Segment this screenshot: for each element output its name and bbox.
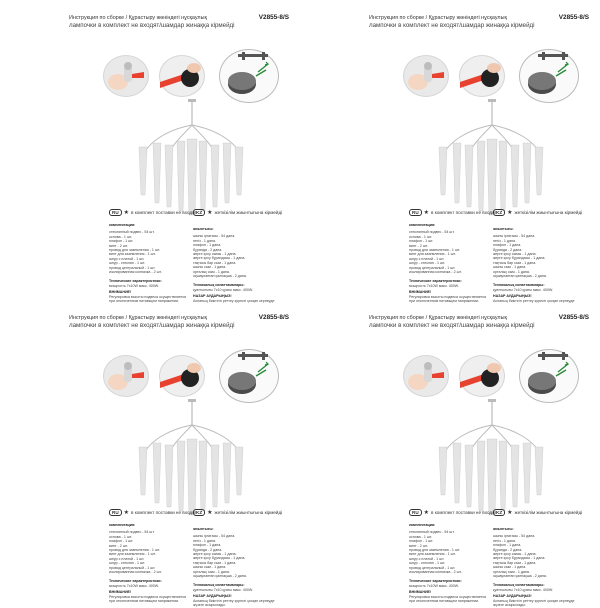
ru-kit-item: провод для заземления - 1 шт. (409, 248, 461, 253)
step-2-illustration (460, 56, 504, 96)
kz-specs-column (493, 225, 583, 308)
ru-warning-heading: ВНИМАНИЕ! (109, 590, 132, 595)
ru-kit-item: винт - 2 шт. (109, 543, 128, 548)
kz-language-badge: KZ (493, 509, 505, 516)
star-icon: ★ (507, 210, 513, 216)
model-number: V2855-8/S (258, 14, 289, 21)
ru-kit-item: провод центральный - 1 шт. (409, 265, 456, 270)
chandelier-photo (121, 99, 261, 219)
ru-bulbs-note (409, 209, 497, 216)
kz-warning-heading: НАЗАР АУДАРЫҢЫЗ! (193, 294, 232, 299)
sheet-header (69, 15, 289, 29)
step-photo-ceiling-hook (103, 355, 149, 397)
kz-bulbs-note (193, 509, 282, 516)
ru-kit-item: шнур - стеклян - 1 шт. (109, 261, 146, 266)
ru-kit-item: плафон - 1 шт. (409, 539, 434, 544)
instruction-sheet-1 (3, 3, 297, 304)
ru-bulbs-note (109, 509, 197, 516)
kz-bulbs-note (193, 209, 282, 216)
step-photo-drill (459, 355, 505, 397)
ru-kit-item: винт - 2 шт. (409, 243, 428, 248)
kz-specs-column (493, 525, 583, 608)
ru-specs-heading: Технические характеристики: (109, 579, 162, 584)
step-2-illustration (160, 356, 204, 396)
kz-kit-item: бұранда - 2 дана. (493, 247, 523, 252)
kz-kit-item: шыны іргатасы - 54 дана. (493, 234, 536, 239)
ru-note-text: в комплект поставки не входят (431, 210, 497, 215)
kz-language-badge: KZ (193, 209, 205, 216)
kz-language-badge: KZ (493, 209, 505, 216)
step-1-illustration (404, 56, 448, 96)
ru-warning-text: Регулировка высоты подвеса осуществляется при отключенном питающем напряжении. (409, 594, 487, 604)
ru-warning-heading: ВНИМАНИЕ! (409, 590, 432, 595)
chandelier-photo (421, 399, 561, 519)
kz-kit-item: тақтасы бар сым - 1 дана. (193, 560, 237, 565)
ru-kit-item: стеклянный подвес - 54 шт. (109, 230, 155, 235)
kz-kit-item: шыны іргатасы - 54 дана. (193, 534, 236, 539)
kz-kit-item: тақтасы бар сым - 1 дана. (193, 260, 237, 265)
kz-warning-text: Аспаның биіктігін реттеу қоректі қосқан кернеуде жүзеге асырылады. (493, 598, 575, 608)
ru-kit-item: основа - 1 шт. (109, 234, 132, 239)
step-diagram-mounting-plate (219, 49, 279, 103)
kz-kit-heading: жиынтығы: (493, 227, 514, 231)
kz-kit-item: жерге қосу сымы - 1 дана. (493, 252, 537, 257)
model-number: V2855-8/S (558, 314, 589, 321)
kz-kit-list (193, 534, 283, 578)
ru-warning-heading: ВНИМАНИЕ! (409, 290, 432, 295)
chandelier-photo (421, 99, 561, 219)
kz-kit-item: тақтасы бар сым - 1 дана. (493, 260, 537, 265)
kz-note-text: жеткізілім жиынтығына кірмейді (214, 210, 283, 215)
ru-kit-item: провод для заземления - 1 шт. (109, 248, 161, 253)
bulbs-note: лампочки в комплект не входят/шамдар жинаққа кірмейді (69, 21, 235, 29)
kz-kit-item: негіз - 1 дана. (193, 538, 217, 543)
ru-specs-text: мощность 7x10W макс. 400W. (109, 283, 159, 288)
kz-warning-text: Аспаның биіктігін реттеу қоректі қосқан кернеуде жүзеге асырылады. (193, 598, 275, 608)
step-1-illustration (104, 356, 148, 396)
ru-bulbs-note (109, 209, 197, 216)
star-icon: ★ (423, 210, 430, 216)
kz-specs-text: қуаттылығы 7x10 қуаты макс. 400W. (493, 587, 554, 592)
kz-kit-item: жерге қосу сымы - 1 дана. (493, 552, 537, 557)
model-number: V2855-8/S (558, 14, 589, 21)
kz-kit-list (493, 234, 583, 278)
kz-note-text: жеткізілім жиынтығына кірмейді (514, 210, 583, 215)
ru-kit-item: винт для заземления - 1 шт. (409, 552, 456, 557)
kz-kit-item: жерге қосу бұрандасы - 1 дана. (493, 556, 546, 561)
kz-kit-item: шыны сым - 1 дана. (493, 565, 527, 570)
kz-kit-item: негіз - 1 дана. (493, 538, 517, 543)
kz-kit-item: тақтасы бар сым - 1 дана. (493, 560, 537, 565)
ru-kit-item: шнур - стеклян - 1 шт. (409, 561, 446, 566)
instruction-sheet-4 (303, 303, 597, 608)
kz-note-text: жеткізілім жиынтығына кірмейді (214, 510, 283, 515)
step-diagram-mounting-plate (519, 349, 579, 403)
kz-kit-item: плафон - 1 дана. (493, 243, 522, 248)
ru-warning-text: Регулировка высоты подвеса осуществляется при отключенном питающем напряжении. (109, 294, 187, 304)
ru-kit-item: изолированная колпачка - 2 шт. (109, 270, 162, 275)
step-photo-drill (159, 355, 205, 397)
kz-kit-list (193, 234, 283, 278)
model-number: V2855-8/S (258, 314, 289, 321)
ru-specs-text: мощность 7x10W макс. 400W. (109, 583, 159, 588)
ru-note-text: в комплект поставки не входят (131, 510, 197, 515)
kz-bulbs-note (493, 509, 582, 516)
ru-specs-heading: Технические характеристики: (409, 579, 462, 584)
ru-kit-item: плафон - 1 шт. (109, 539, 134, 544)
ru-kit-item: винт для заземления - 1 шт. (109, 552, 156, 557)
kz-kit-heading: жиынтығы: (493, 527, 514, 531)
kz-kit-item: оқшауланған қалпақша - 2 дана. (493, 274, 547, 279)
kz-bulbs-note (493, 209, 582, 216)
ru-kit-item: винт для заземления - 1 шт. (109, 252, 156, 257)
star-icon: ★ (123, 210, 130, 216)
ru-specs-column (109, 521, 193, 604)
kz-kit-item: оқшауланған қалпақша - 2 дана. (493, 574, 547, 579)
ru-kit-item: шнур с платой - 1 шт. (409, 556, 445, 561)
header-title: Инструкция по сборке / Құрастыру жөніндегі нұсқаулық (369, 15, 507, 21)
kz-specs-column (193, 225, 283, 308)
ru-kit-item: провод центральный - 1 шт. (409, 565, 456, 570)
kz-kit-item: плафон - 1 дана. (193, 243, 222, 248)
ru-kit-item: винт для заземления - 1 шт. (409, 252, 456, 257)
kz-kit-item: шыны сым - 1 дана. (193, 565, 227, 570)
sheet-header (369, 15, 589, 29)
kz-warning-text: Аспаның биіктігін реттеу қоректі қосқан кернеуде (493, 298, 575, 303)
star-icon: ★ (507, 510, 513, 516)
ru-specs-text: мощность 7x10W макс. 400W. (409, 583, 459, 588)
sheet-header (69, 315, 289, 329)
ru-kit-item: стеклянный подвес - 54 шт. (409, 230, 455, 235)
step-1-illustration (404, 356, 448, 396)
ru-specs-column (409, 521, 493, 604)
step-photo-drill (159, 55, 205, 97)
kz-warning-text: Аспаның биіктігін реттеу қоректі қосқан кернеуде (193, 298, 275, 303)
ru-warning-text: Регулировка высоты подвеса осуществляется при отключенном питающем напряжении. (409, 294, 487, 304)
kz-warning-heading: НАЗАР АУДАРЫҢЫЗ! (493, 294, 532, 299)
star-icon: ★ (423, 510, 430, 516)
bulbs-note: лампочки в комплект не входят/шамдар жинаққа кірмейді (69, 321, 235, 329)
ru-specs-text: мощность 7x10W макс. 400W. (409, 283, 459, 288)
kz-kit-item: плафон - 1 дана. (493, 543, 522, 548)
step-2-illustration (160, 56, 204, 96)
kz-kit-list (493, 534, 583, 578)
ru-note-text: в комплект поставки не входят (431, 510, 497, 515)
kz-kit-item: шыны сым - 1 дана. (193, 265, 227, 270)
kz-kit-item: жерге қосу сымы - 1 дана. (193, 552, 237, 557)
ru-kit-heading: комплектация: (109, 223, 136, 227)
kz-kit-item: орталық сым - 1 дана. (493, 569, 530, 574)
ru-kit-item: провод для заземления - 1 шт. (409, 548, 461, 553)
ru-kit-item: шнур с платой - 1 шт. (109, 556, 145, 561)
ru-kit-item: изолированная колпачка - 2 шт. (409, 270, 462, 275)
kz-kit-item: плафон - 1 дана. (193, 543, 222, 548)
ru-kit-item: провод центральный - 1 шт. (109, 265, 156, 270)
chandelier-photo (121, 399, 261, 519)
ru-kit-item: шнур с платой - 1 шт. (409, 256, 445, 261)
ru-kit-list (109, 530, 193, 574)
step-3-illustration (520, 350, 578, 402)
ru-kit-list (109, 230, 193, 274)
sheet-header (369, 315, 589, 329)
star-icon: ★ (207, 510, 213, 516)
kz-kit-item: оқшауланған қалпақша - 2 дана. (193, 574, 247, 579)
kz-kit-heading: жиынтығы: (193, 527, 214, 531)
ru-kit-item: шнур с платой - 1 шт. (109, 256, 145, 261)
kz-kit-item: орталық сым - 1 дана. (193, 269, 230, 274)
step-diagram-mounting-plate (219, 349, 279, 403)
ru-language-badge: RU (109, 509, 122, 516)
ru-kit-item: основа - 1 шт. (409, 234, 432, 239)
ru-kit-item: провод центральный - 1 шт. (109, 565, 156, 570)
step-photo-ceiling-hook (403, 355, 449, 397)
kz-kit-heading: жиынтығы: (193, 227, 214, 231)
ru-specs-column (409, 221, 493, 304)
star-icon: ★ (207, 210, 213, 216)
ru-kit-item: шнур - стеклян - 1 шт. (109, 561, 146, 566)
ru-warning-text: Регулировка высоты подвеса осуществляется при отключенном питающем напряжении. (109, 594, 187, 604)
kz-specs-heading: Техникалық сипаттамалары: (493, 583, 545, 588)
kz-kit-item: жерге қосу бұрандасы - 1 дана. (193, 256, 246, 261)
kz-specs-text: қуаттылығы 7x10 қуаты макс. 400W. (193, 287, 254, 292)
step-3-illustration (220, 50, 278, 102)
ru-specs-column (109, 221, 193, 304)
ru-warning-heading: ВНИМАНИЕ! (109, 290, 132, 295)
kz-kit-item: жерге қосу сымы - 1 дана. (193, 252, 237, 257)
ru-language-badge: RU (409, 209, 422, 216)
kz-kit-item: жерге қосу бұрандасы - 1 дана. (193, 556, 246, 561)
ru-kit-item: основа - 1 шт. (109, 534, 132, 539)
ru-kit-item: основа - 1 шт. (409, 534, 432, 539)
kz-language-badge: KZ (193, 509, 205, 516)
ru-kit-item: плафон - 1 шт. (409, 239, 434, 244)
kz-kit-item: бұранда - 2 дана. (193, 547, 223, 552)
ru-kit-item: стеклянный подвес - 54 шт. (409, 530, 455, 535)
ru-kit-item: изолированная колпачка - 2 шт. (409, 570, 462, 575)
kz-kit-item: шыны сым - 1 дана. (493, 265, 527, 270)
ru-note-text: в комплект поставки не входят (131, 210, 197, 215)
kz-kit-item: оқшауланған қалпақша - 2 дана. (193, 274, 247, 279)
ru-kit-heading: комплектация: (409, 523, 436, 527)
ru-specs-heading: Технические характеристики: (109, 279, 162, 284)
bulbs-note: лампочки в комплект не входят/шамдар жинаққа кірмейді (369, 321, 535, 329)
kz-specs-column (193, 525, 283, 608)
kz-kit-item: орталық сым - 1 дана. (193, 569, 230, 574)
kz-kit-item: шыны іргатасы - 54 дана. (493, 534, 536, 539)
step-photo-ceiling-hook (103, 55, 149, 97)
kz-warning-heading: НАЗАР АУДАРЫҢЫЗ! (193, 594, 232, 599)
ru-kit-item: стеклянный подвес - 54 шт. (109, 530, 155, 535)
ru-kit-heading: комплектация: (109, 523, 136, 527)
step-3-illustration (220, 350, 278, 402)
kz-specs-heading: Техникалық сипаттамалары: (493, 283, 545, 288)
bulbs-note: лампочки в комплект не входят/шамдар жинаққа кірмейді (369, 21, 535, 29)
ru-language-badge: RU (409, 509, 422, 516)
ru-kit-heading: комплектация: (409, 223, 436, 227)
kz-note-text: жеткізілім жиынтығына кірмейді (514, 510, 583, 515)
kz-kit-item: бұранда - 2 дана. (493, 547, 523, 552)
step-1-illustration (104, 56, 148, 96)
kz-kit-item: негіз - 1 дана. (493, 238, 517, 243)
instruction-sheet-2 (303, 3, 597, 304)
star-icon: ★ (123, 510, 130, 516)
kz-warning-heading: НАЗАР АУДАРЫҢЫЗ! (493, 594, 532, 599)
step-3-illustration (520, 50, 578, 102)
kz-specs-heading: Техникалық сипаттамалары: (193, 283, 245, 288)
ru-kit-item: винт - 2 шт. (409, 543, 428, 548)
step-photo-drill (459, 55, 505, 97)
kz-kit-item: жерге қосу бұрандасы - 1 дана. (493, 256, 546, 261)
ru-kit-item: шнур - стеклян - 1 шт. (409, 261, 446, 266)
kz-specs-heading: Техникалық сипаттамалары: (193, 583, 245, 588)
step-diagram-mounting-plate (519, 49, 579, 103)
ru-kit-list (409, 530, 493, 574)
header-title: Инструкция по сборке / Құрастыру жөніндегі нұсқаулық (69, 315, 207, 321)
header-title: Инструкция по сборке / Құрастыру жөніндегі нұсқаулық (369, 315, 507, 321)
instruction-sheet-3 (3, 303, 297, 608)
ru-kit-item: изолированная колпачка - 2 шт. (109, 570, 162, 575)
step-2-illustration (460, 356, 504, 396)
ru-kit-item: провод для заземления - 1 шт. (109, 548, 161, 553)
ru-specs-heading: Технические характеристики: (409, 279, 462, 284)
ru-language-badge: RU (109, 209, 122, 216)
header-title: Инструкция по сборке / Құрастыру жөніндегі нұсқаулық (69, 15, 207, 21)
ru-bulbs-note (409, 509, 497, 516)
ru-kit-list (409, 230, 493, 274)
kz-kit-item: негіз - 1 дана. (193, 238, 217, 243)
ru-kit-item: плафон - 1 шт. (109, 239, 134, 244)
kz-kit-item: бұранда - 2 дана. (193, 247, 223, 252)
kz-specs-text: қуаттылығы 7x10 қуаты макс. 400W. (493, 287, 554, 292)
kz-kit-item: шыны іргатасы - 54 дана. (193, 234, 236, 239)
kz-kit-item: орталық сым - 1 дана. (493, 269, 530, 274)
ru-kit-item: винт - 2 шт. (109, 243, 128, 248)
step-photo-ceiling-hook (403, 55, 449, 97)
kz-specs-text: қуаттылығы 7x10 қуаты макс. 400W. (193, 587, 254, 592)
